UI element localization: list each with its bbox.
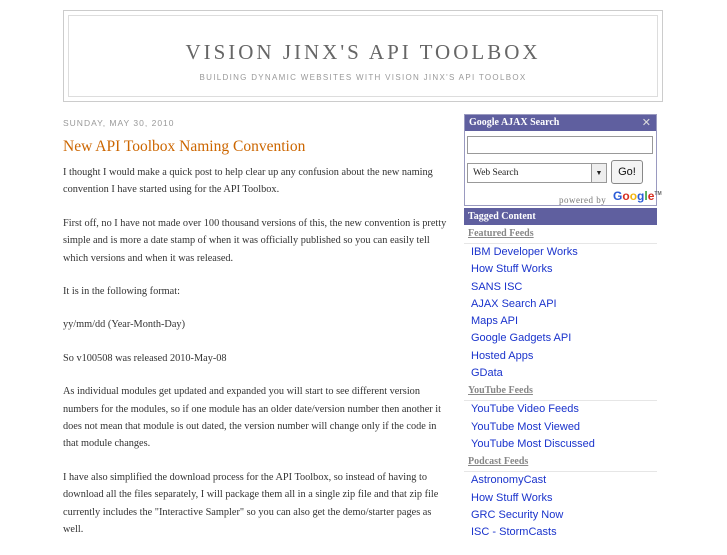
feed-link[interactable]: GRC Security Now (471, 508, 564, 521)
post-paragraph: As individual modules get updated and expanded you will start to see different version numbers for the modules, so if one module has an older date/version number then another it does not mean that module is out dated, the version number will change only if the code in that module changes. (63, 386, 442, 450)
feed-link[interactable]: How Stuff Works (471, 263, 553, 276)
google-logo[interactable]: Google™ (613, 189, 662, 203)
post-paragraph: It is in the following format: (63, 286, 180, 298)
feed-link[interactable]: Hosted Apps (471, 349, 534, 362)
search-widget-title (465, 115, 656, 131)
feed-link[interactable]: ISC - StormCasts (471, 526, 557, 539)
search-widget-title-text: Google AJAX Search (469, 117, 560, 128)
search-type-value: Web Search (473, 168, 519, 178)
feed-link[interactable]: AstronomyCast (471, 474, 547, 487)
powered-by-label: powered by (559, 195, 607, 205)
feed-link[interactable]: GData (471, 367, 503, 380)
feed-link[interactable]: AJAX Search API (471, 297, 557, 310)
search-type-select[interactable] (467, 163, 607, 183)
feed-link[interactable]: Maps API (471, 315, 519, 328)
chevron-down-icon[interactable]: ▼ (591, 164, 606, 182)
feed-group-featured[interactable]: Featured Feeds (464, 225, 657, 244)
feed-link[interactable]: SANS ISC (471, 280, 523, 293)
post-paragraph: So v100508 was released 2010-May-08 (63, 352, 227, 364)
google-search-widget (464, 114, 662, 206)
blog-header (63, 10, 663, 102)
go-button[interactable]: Go! (611, 160, 643, 184)
blog-description: BUILDING DYNAMIC WEBSITES WITH VISION JINX'S API TOOLBOX (199, 73, 527, 82)
feed-link[interactable]: How Stuff Works (471, 491, 553, 504)
blog-title[interactable]: VISION JINX'S API TOOLBOX (185, 40, 541, 64)
post-paragraph: I have also simplified the download process for the API Toolbox, so instead of having to download all the files separately, I will package them all in a single zip file and that zip file currently includes the "Interactive Sampler" so you can also get the demo/starter pages as well. (63, 471, 439, 536)
sidebar (464, 114, 662, 541)
feed-link[interactable]: IBM Developer Works (471, 246, 578, 258)
post-paragraph: yy/mm/dd (Year-Month-Day) (63, 319, 186, 331)
search-input[interactable] (467, 136, 653, 154)
post-title[interactable]: New API Toolbox Naming Convention (63, 138, 306, 155)
feed-group-podcast[interactable]: Podcast Feeds (464, 453, 657, 472)
post-paragraph: I thought I would make a quick post to help clear up any confusion about the new naming convention I have started using for the API Toolbox. (63, 167, 433, 196)
blog-header-inner (68, 15, 658, 97)
tagged-content-list (464, 225, 657, 541)
feed-group-youtube[interactable]: YouTube Feeds (464, 382, 657, 401)
feed-link[interactable]: Google Gadgets API (471, 332, 572, 345)
post-date: SUNDAY, MAY 30, 2010 (63, 118, 175, 128)
feed-link[interactable]: YouTube Most Viewed (471, 420, 581, 433)
post-paragraph: First off, no I have not made over 100 thousand versions of this, the new convention is pretty simple and is more a date stamp of when it was officially published so you can easily tell which versions and when it was released. (63, 217, 447, 264)
feed-link[interactable]: YouTube Most Discussed (471, 437, 595, 450)
post-body (63, 164, 448, 539)
tagged-content-title: Tagged Content (464, 208, 657, 225)
feed-link[interactable]: YouTube Video Feeds (471, 403, 579, 416)
main-column (63, 118, 448, 555)
close-icon[interactable]: ✕ (641, 116, 651, 129)
